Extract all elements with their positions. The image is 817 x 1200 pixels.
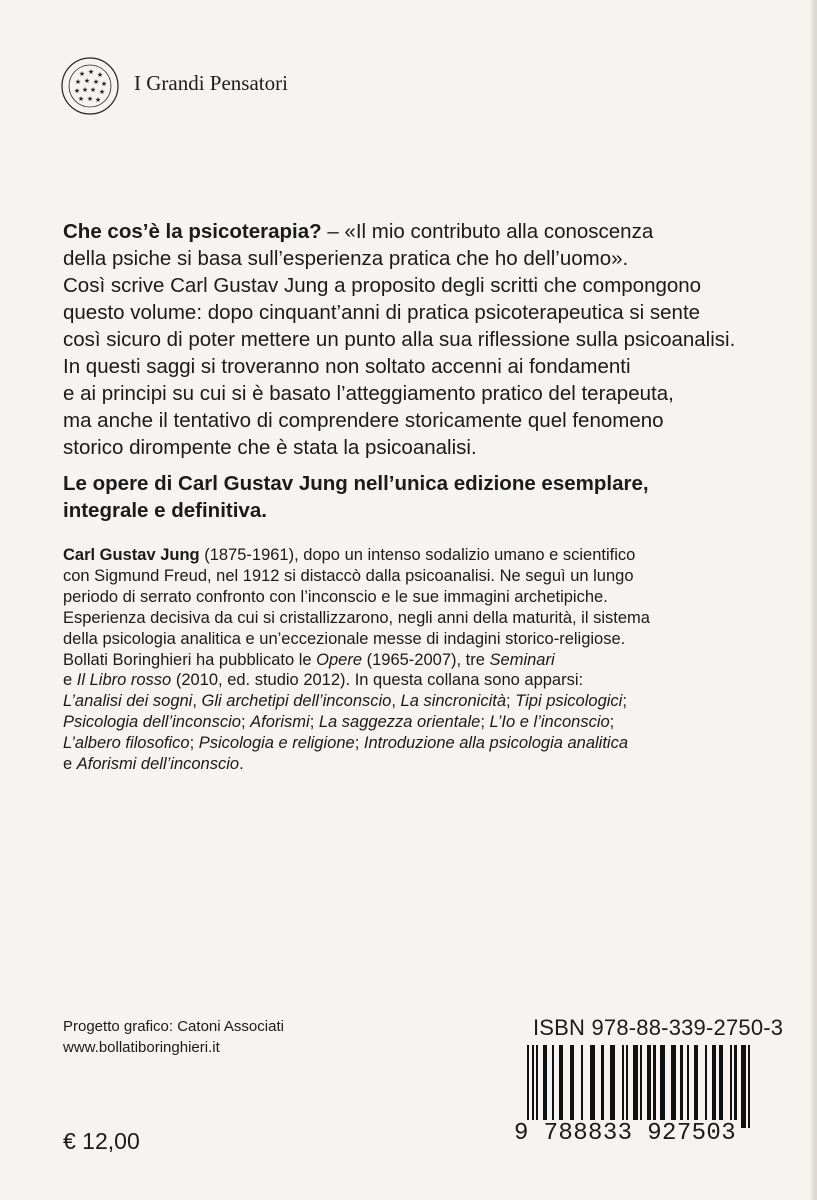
book-title: Seminari [489, 650, 555, 669]
intro-paragraph [63, 218, 753, 461]
star-globe-logo-icon [60, 56, 120, 116]
book-title: La saggezza orientale [318, 713, 481, 732]
svg-text:★: ★ [100, 80, 108, 88]
barcode [527, 1045, 753, 1128]
svg-text:★: ★ [78, 70, 86, 78]
book-title: Tipi psicologici [515, 692, 623, 711]
barcode-digits: 9 788833 927503 [514, 1120, 737, 1147]
barcode-bar [604, 1045, 611, 1128]
barcode-bar [665, 1045, 672, 1128]
book-title: Opere [316, 650, 363, 669]
bio-line: e Il Libro rosso (2010, ed. studio 2012). In questa collana sono apparsi: [63, 671, 584, 690]
credits [63, 1016, 284, 1058]
tagline-line: Le opere di Carl Gustav Jung nell’unica edizione esemplare, [63, 472, 649, 495]
book-title: Gli archetipi dell’inconscio [201, 692, 392, 711]
author-name: Carl Gustav Jung [63, 546, 200, 564]
svg-text:★: ★ [87, 68, 95, 76]
svg-text:★: ★ [86, 95, 94, 103]
svg-text:★: ★ [77, 95, 85, 103]
book-title: L’analisi dei sogni [63, 692, 193, 711]
barcode-bar [723, 1045, 730, 1128]
book-title: Aforismi dell’inconscio [76, 755, 240, 774]
bio-line: L’albero filosofico; Psicologia e religione; Introduzione alla psicologia analitica [63, 734, 629, 753]
book-title: L’Io e l’inconscio [489, 713, 610, 732]
tagline-line: integrale e definitiva. [63, 499, 267, 522]
bio-line: Bollati Boringhieri ha pubblicato le Opere (1965-2007), tre Seminari [63, 650, 555, 669]
intro-line: storico dirompente che è stata la psicoanalisi. [63, 436, 477, 459]
book-title: Il Libro rosso [76, 671, 172, 690]
bio-line: L’analisi dei sogni, Gli archetipi dell’inconscio, La sincronicità; Tipi psicologici; [63, 692, 627, 711]
svg-text:★: ★ [83, 77, 91, 85]
bio-line: Esperienza decisiva da cui si cristallizzarono, negli anni della maturità, il sistema [63, 608, 650, 627]
bio-line: Psicologia dell’inconscio; Aforismi; La saggezza orientale; L’Io e l’inconscio; [63, 713, 615, 732]
website-link[interactable]: www.bollatiboringhieri.it [63, 1039, 220, 1056]
svg-text:★: ★ [98, 88, 106, 96]
barcode-bar [750, 1045, 752, 1128]
book-title: L’albero filosofico [63, 734, 190, 753]
page-edge [811, 0, 817, 1200]
svg-text:★: ★ [94, 96, 102, 104]
price: € 12,00 [63, 1128, 140, 1154]
barcode-bar [698, 1045, 705, 1128]
bio-line: con Sigmund Freud, nel 1912 si distaccò dalla psicoanalisi. Ne seguì un lungo [63, 566, 634, 585]
svg-text:★: ★ [89, 86, 97, 94]
intro-line: Che cos’è la psicoterapia? – «Il mio contributo alla conoscenza [63, 220, 654, 243]
series-title: I Grandi Pensatori [134, 71, 288, 95]
svg-text:★: ★ [73, 87, 81, 95]
svg-text:★: ★ [74, 78, 82, 86]
intro-question: Che cos’è la psicoterapia? [63, 220, 322, 243]
bio-line: periodo di serrato confronto con l’inconscio e le sue immagini archetipiche. [63, 587, 608, 606]
book-title: Introduzione alla psicologia analitica [363, 734, 629, 753]
intro-line: questo volume: dopo cinquant’anni di pratica psicoterapeutica si sente [63, 301, 701, 324]
book-title: La sincronicità [400, 692, 507, 711]
tagline [63, 470, 753, 524]
intro-line: così sicuro di poter mettere un punto alla sua riflessione sulla psicoanalisi. [63, 328, 736, 351]
bio-line: e Aforismi dell’inconscio. [63, 755, 244, 774]
book-title: Aforismi [250, 713, 310, 732]
isbn-label: ISBN 978-88-339-2750-3 [533, 1015, 784, 1040]
barcode-bar [583, 1045, 590, 1128]
svg-text:★: ★ [96, 71, 104, 79]
barcode-bar [615, 1045, 622, 1128]
intro-line: In questi saggi si troveranno non soltato accenni ai fondamenti [63, 355, 631, 378]
bio-line: della psicologia analitica e un’eccezionale messe di indagini storico-religiose. [63, 629, 626, 648]
bio-line: Carl Gustav Jung (1875-1961), dopo un intenso sodalizio umano e scientifico [63, 546, 636, 564]
barcode-bar [563, 1045, 570, 1128]
svg-text:★: ★ [81, 86, 89, 94]
intro-line: e ai principi su cui si è basato l’atteggiamento pratico del terapeuta, [63, 382, 674, 405]
design-credit: Progetto grafico: Catoni Associati [63, 1018, 284, 1035]
intro-line: della psiche si basa sull’esperienza pratica che ho dell’uomo». [63, 247, 629, 270]
barcode-bar [595, 1045, 602, 1128]
barcode-bar [574, 1045, 581, 1128]
book-title: Psicologia dell’inconscio [63, 713, 241, 732]
author-bio [63, 545, 763, 775]
svg-text:★: ★ [92, 78, 100, 86]
book-title: Psicologia e religione [198, 734, 355, 753]
intro-line: Così scrive Carl Gustav Jung a proposito degli scritti che compongono [63, 274, 702, 297]
intro-line: ma anche il tentativo di comprendere storicamente quel fenomeno [63, 409, 664, 432]
